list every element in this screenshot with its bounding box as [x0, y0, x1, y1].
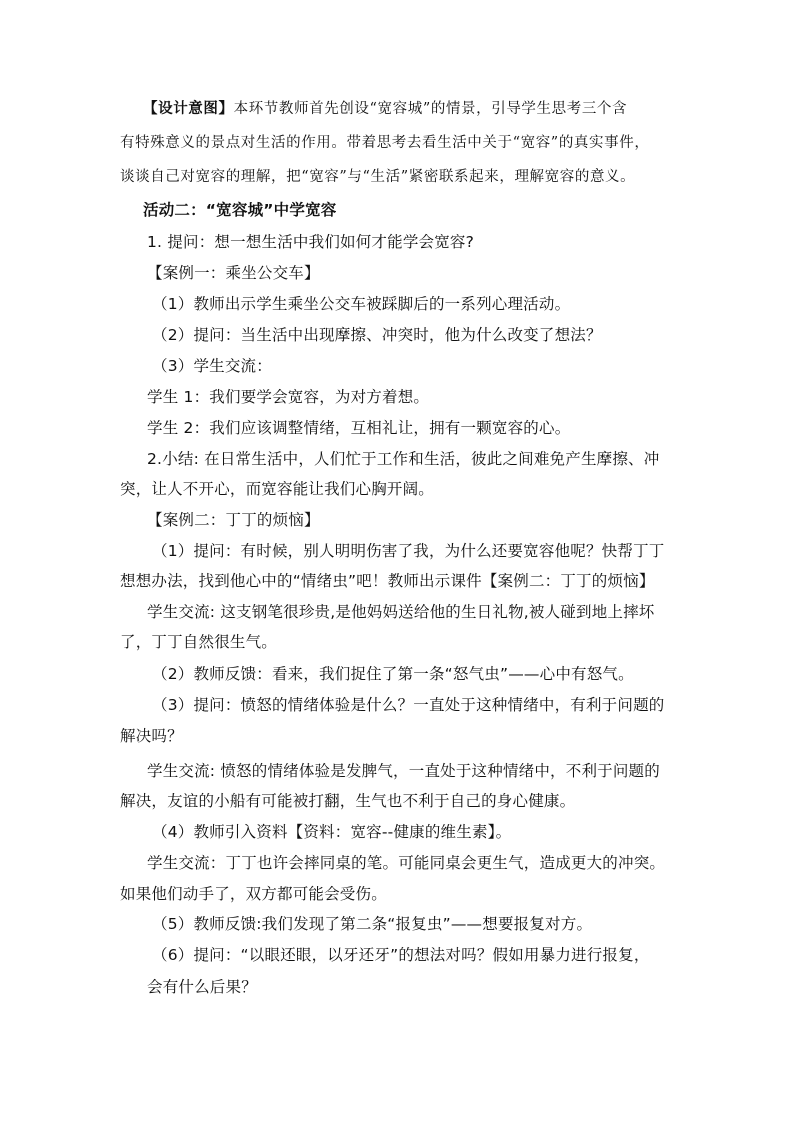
- para-line: 学生交流：丁丁也许会摔同桌的笔。可能同桌会更生气，造成更大的冲突。: [147, 854, 666, 872]
- intent-line-2: 有特殊意义的景点对生活的作用。带着思考去看生活中关于“宽容”的真实事件，: [120, 135, 650, 151]
- para-line: 学生交流: 愤怒的情绪体验是发脾气，一直处于这种情绪中，不利于问题的: [147, 762, 660, 780]
- para-line: 学生 2：我们应该调整情绪，互相礼让，拥有一颗宽容的心。: [147, 419, 571, 437]
- para-line: （2）教师反馈：看来，我们捉住了第一条“怒气虫”——心中有怒气。: [152, 665, 634, 683]
- para-line: 【案例二：丁丁的烦恼】: [147, 511, 320, 529]
- para-line: （6）提问：“以眼还眼，以牙还牙”的想法对吗？假如用暴力进行报复，: [152, 946, 650, 964]
- activity-title: 活动二：“宽容城”中学宽容: [143, 201, 337, 219]
- intent-label: 【设计意图】: [143, 100, 234, 117]
- para-line: （3）提问：愤怒的情绪体验是什么？一直处于这种情绪中，有利于问题的: [152, 696, 665, 714]
- para-line: （1）提问：有时候，别人明明伤害了我，为什么还要宽容他呢？快帮丁丁: [152, 542, 665, 560]
- para-line: 如果他们动手了，双方都可能会受伤。: [120, 885, 387, 903]
- para-line: （3）学生交流：: [152, 357, 272, 375]
- para-line: 了，丁丁自然很生气。: [120, 633, 278, 651]
- para-line: 【案例一：乘坐公交车】: [147, 264, 320, 282]
- para-line: 会有什么后果？: [147, 978, 257, 996]
- para-line: 突，让人不开心，而宽容能让我们心胸开阔。: [120, 480, 435, 498]
- para-line: 解决，友谊的小船有可能被打翻，生气也不利于自己的身心健康。: [120, 792, 576, 810]
- intent-text-1: 本环节教师首先创设“宽容城”的情景，引导学生思考三个含: [233, 101, 628, 117]
- para-line: （1）教师出示学生乘坐公交车被踩脚后的一系列心理活动。: [152, 295, 571, 313]
- intent-line-3: 谈谈自己对宽容的理解，把“宽容”与“生活”紧密联系起来，理解宽容的意义。: [120, 169, 636, 185]
- para-line: （5）教师反馈:我们发现了第二条“报复虫”——想要报复对方。: [152, 915, 593, 933]
- para-line: 学生 1：我们要学会宽容，为对方着想。: [147, 388, 430, 406]
- para-line: 想想办法，找到他心中的“情绪虫”吧！教师出示课件【案例二：丁丁的烦恼】: [120, 572, 655, 590]
- para-line: 2.小结: 在日常生活中，人们忙于工作和生活，彼此之间难免产生摩擦、冲: [147, 450, 660, 468]
- intent-line-1: [143, 99, 627, 119]
- para-line: 解决吗？: [120, 727, 183, 745]
- para-line: （2）提问：当生活中出现摩擦、冲突时，他为什么改变了想法？: [152, 326, 602, 344]
- para-line: 学生交流: 这支钢笔很珍贵,是他妈妈送给他的生日礼物,被人碰到地上摔坏: [147, 603, 655, 621]
- para-line: 1. 提问：想一想生活中我们如何才能学会宽容?: [147, 233, 475, 251]
- para-line: （4）教师引入资料【资料：宽容--健康的维生素】。: [152, 823, 512, 841]
